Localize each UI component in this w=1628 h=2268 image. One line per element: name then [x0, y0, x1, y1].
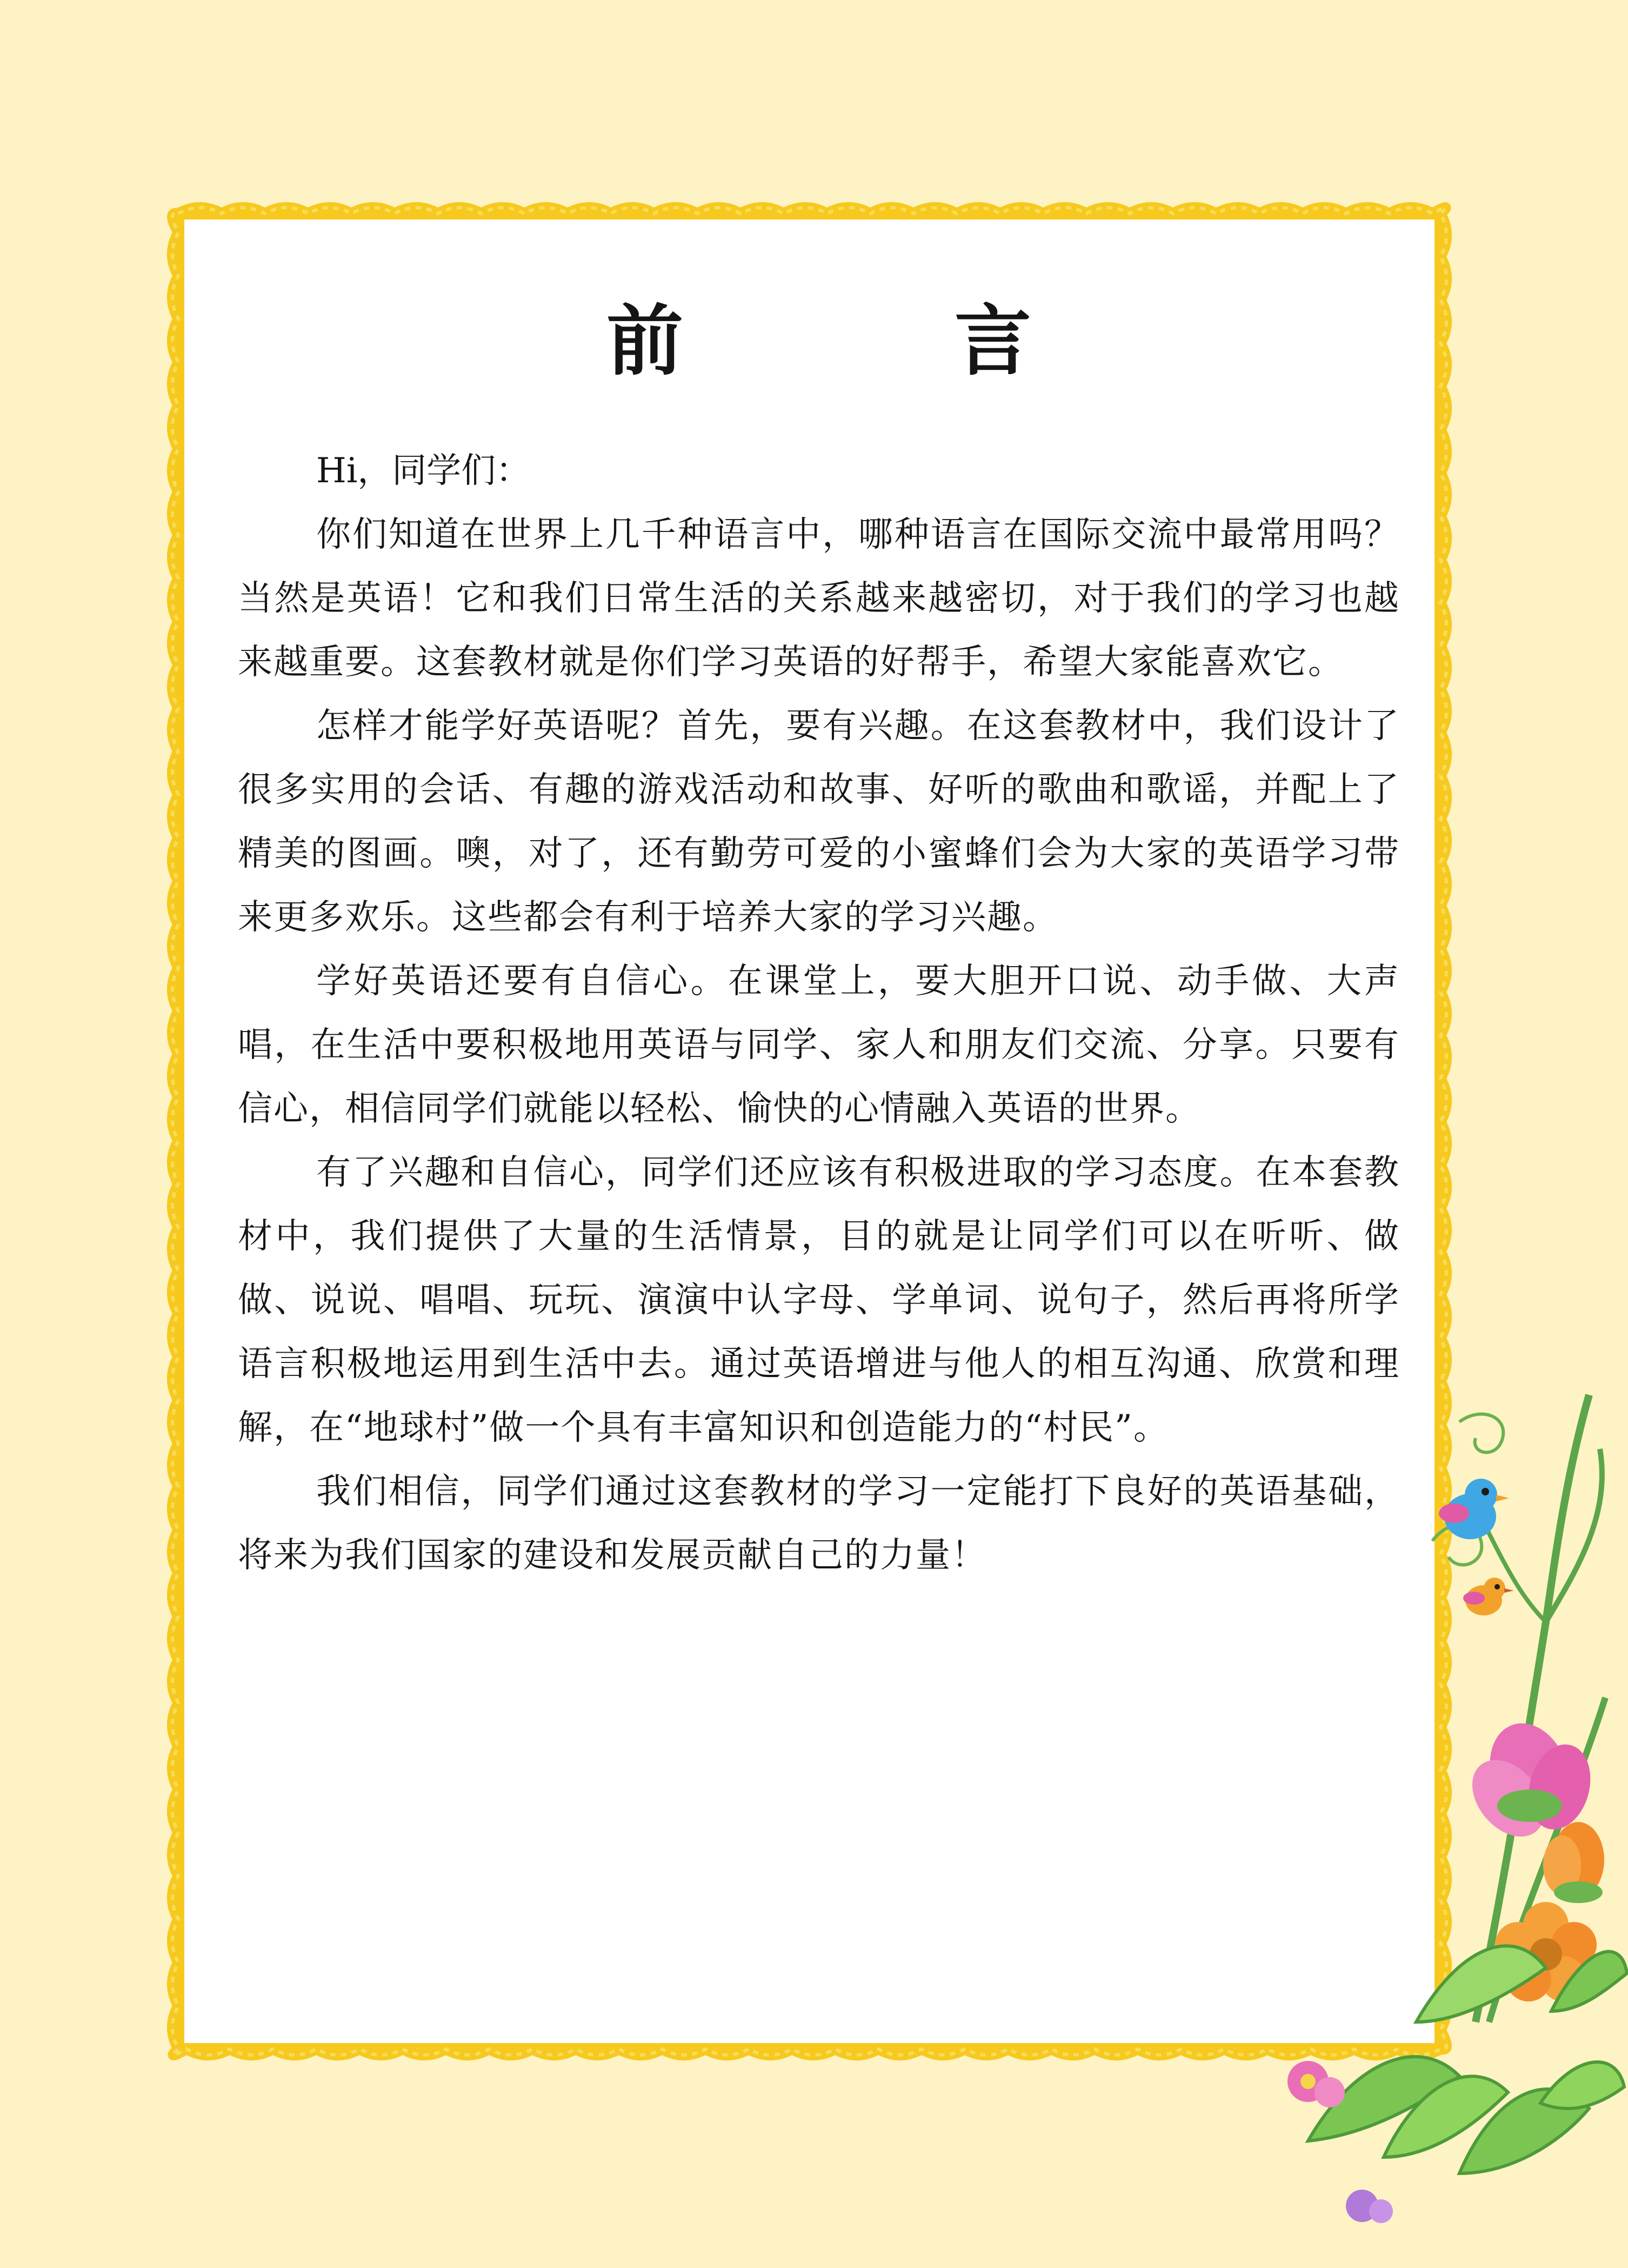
small-pink-flower-icon — [1287, 2061, 1345, 2107]
paragraph-5: 我们相信，同学们通过这套教材的学习一定能打下良好的英语基础，将来为我们国家的建设和发展贡献自己的力量！ — [238, 1472, 1400, 1575]
orange-flower-icon — [1543, 1822, 1604, 1903]
leaf-icon — [1540, 2062, 1624, 2109]
small-bird-icon — [1463, 1578, 1514, 1615]
vine-stem — [1546, 1449, 1602, 1622]
page-title: 前 言 — [606, 296, 1129, 386]
paragraph-1: 你们知道在世界上几千种语言中，哪种语言在国际交流中最常用吗？当然是英语！它和我们日常生活的关系越来越密切，对于我们的学习也越来越重要。这套教材就是你们学习英语的好帮手，希望大家能喜欢它。 — [238, 515, 1400, 682]
paragraph-3: 学好英语还要有自信心。在课堂上，要大胆开口说、动手做、大声唱，在生活中要积极地用英语与同学、家人和朋友们交流、分享。只要有信心，相信同学们就能以轻松、愉快的心情融入英语的世界。 — [238, 961, 1400, 1129]
paragraph-4: 有了兴趣和自信心，同学们还应该有积极进取的学习态度。在本套教材中，我们提供了大量的生活情景，目的就是让同学们可以在听听、做做、说说、唱唱、玩玩、演演中认字母、学单词、说句子，然后再将所学语言积极地运用到生活中去。通过英语增进与他人的相互沟通、欣赏和理解，在“地球村”做一个具有丰富知识和创造能力的“村民”。 — [238, 1153, 1400, 1448]
greeting-line: Hi，同学们： — [316, 451, 531, 491]
paragraph-2: 怎样才能学好英语呢？首先，要有兴趣。在这套教材中，我们设计了很多实用的会话、有趣的游戏活动和故事、好听的歌曲和歌谣，并配上了精美的图画。噢，对了，还有勤劳可爱的小蜜蜂们会为大家的英语学习带来更多欢乐。这些都会有利于培养大家的学习兴趣。 — [238, 706, 1400, 937]
tendril-icon — [1459, 1414, 1503, 1453]
small-purple-flower-icon — [1346, 2190, 1393, 2223]
blue-bird-icon — [1439, 1479, 1509, 1539]
